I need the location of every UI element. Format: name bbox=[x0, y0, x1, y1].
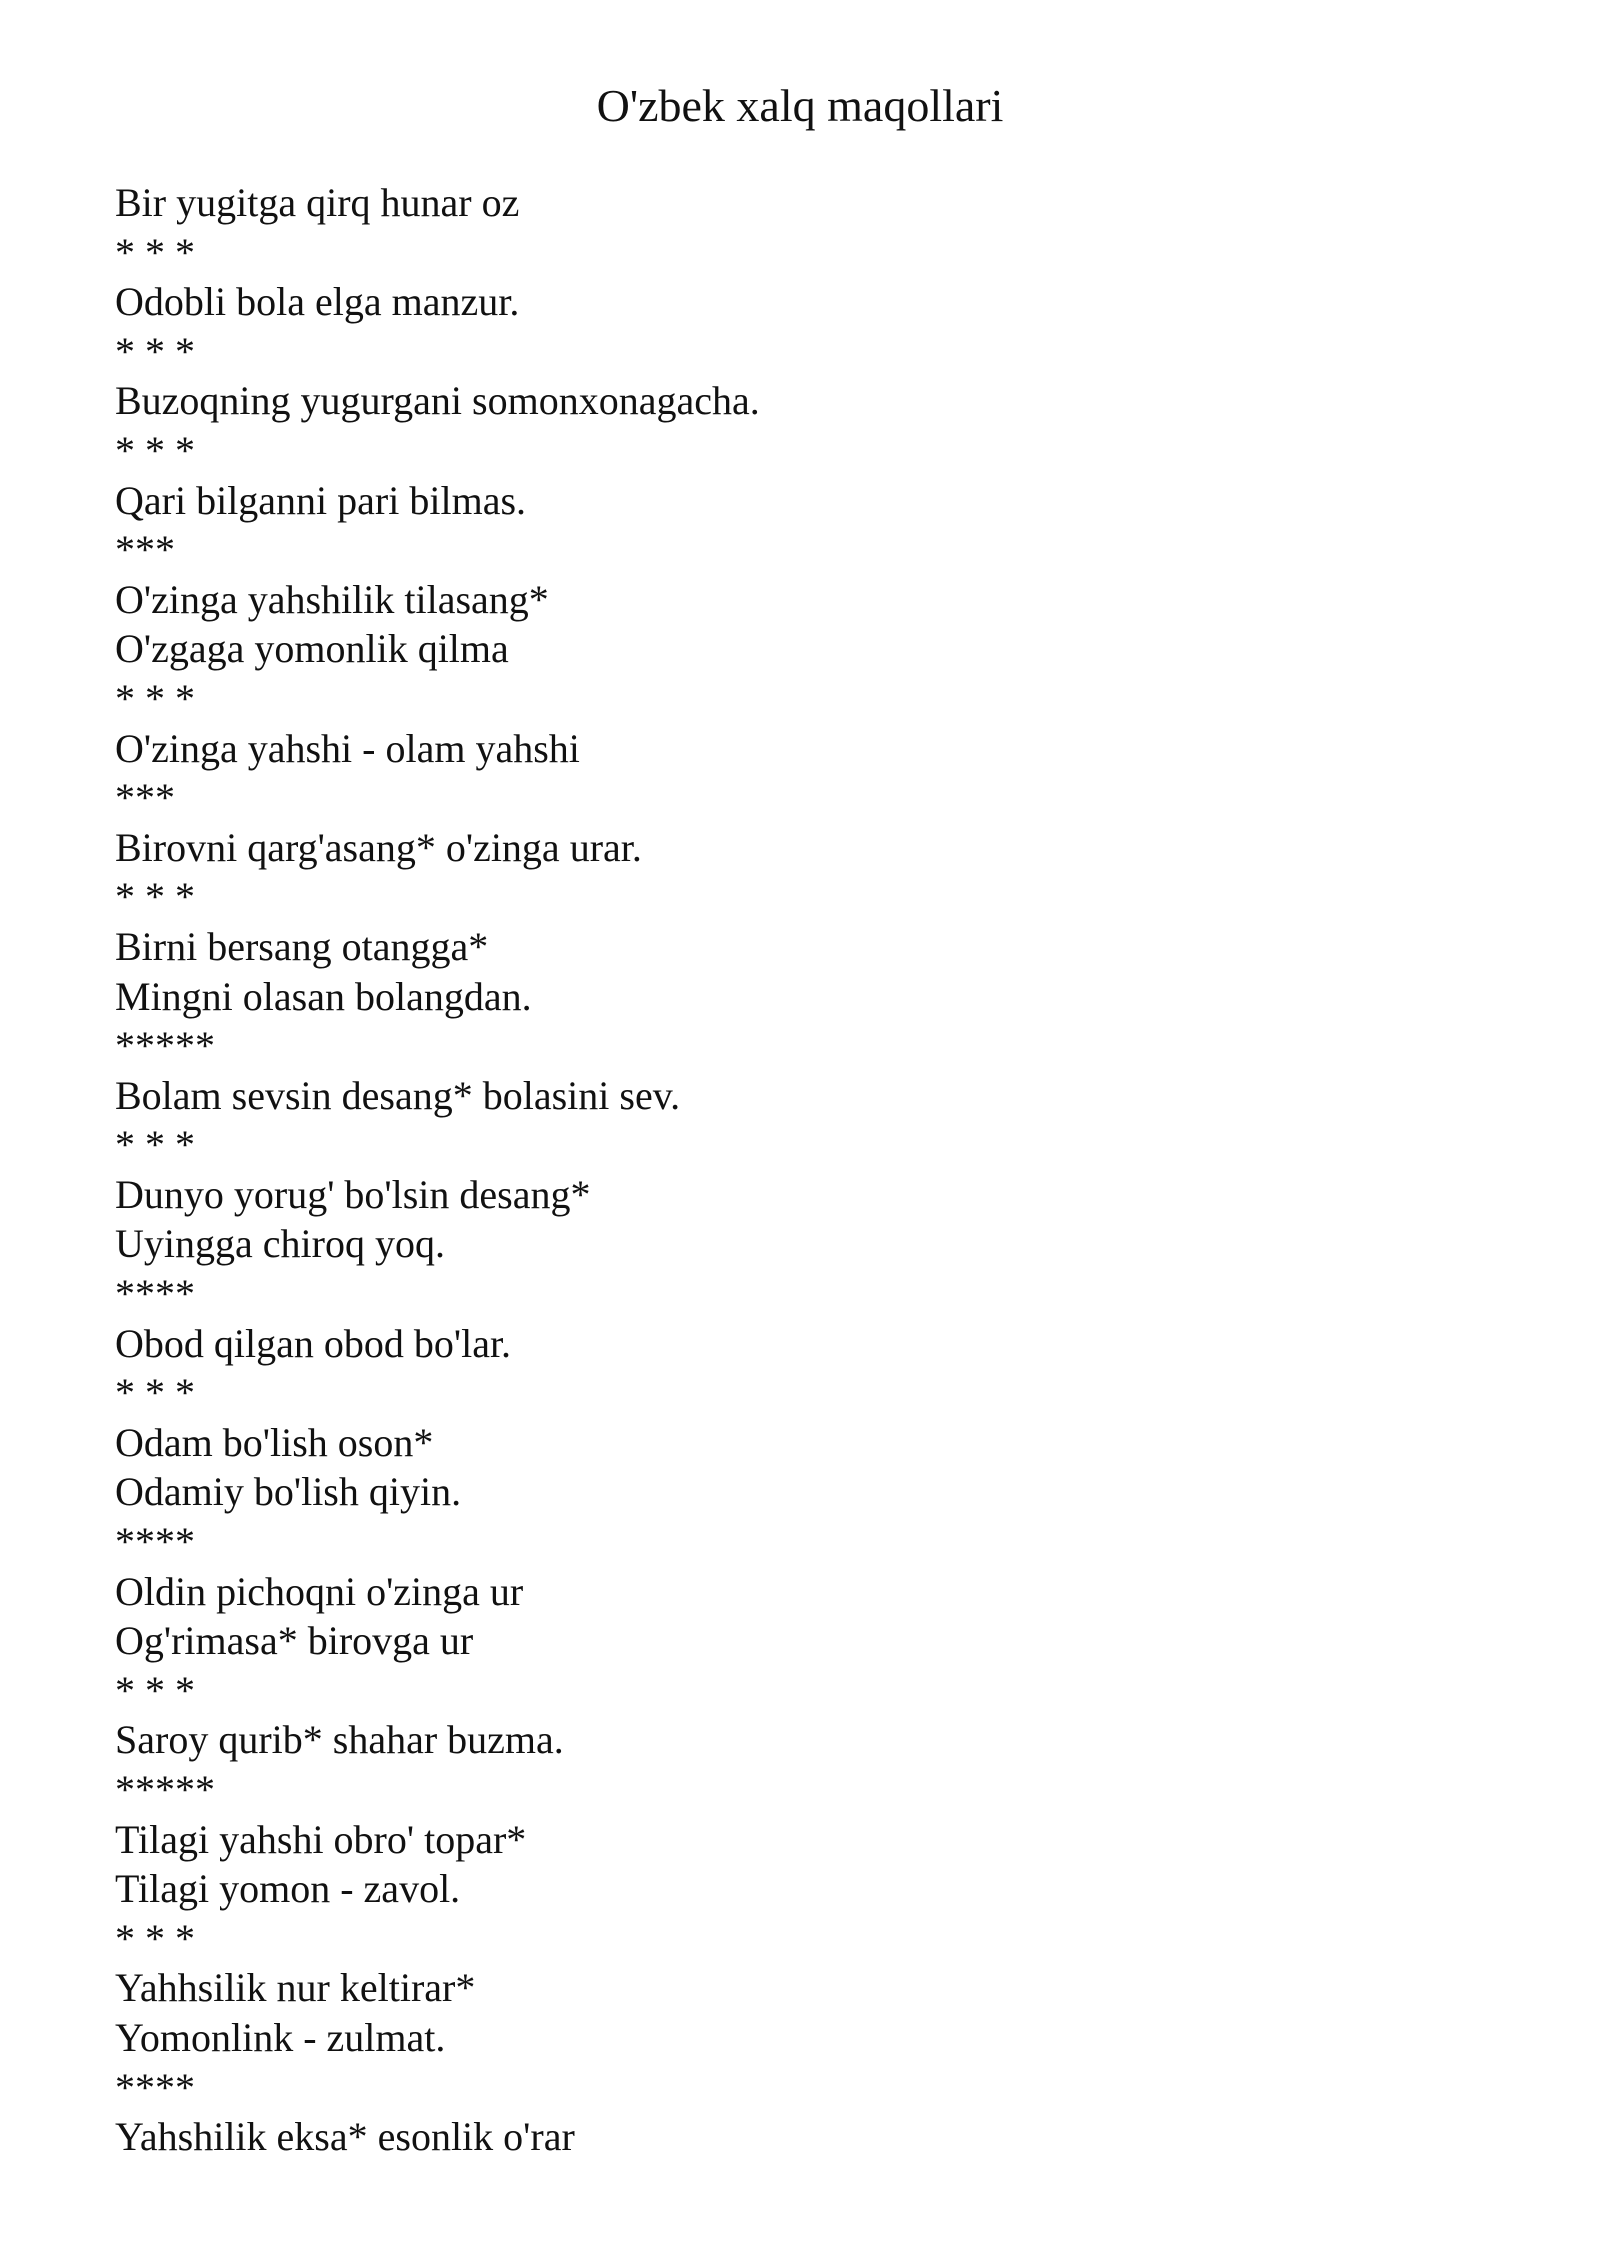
proverb-line: Tilagi yomon - zavol. bbox=[115, 1866, 461, 1912]
separator-line: **** bbox=[115, 1271, 195, 1317]
separator-line: * * * bbox=[115, 1370, 195, 1416]
separator-line: **** bbox=[115, 2064, 195, 2110]
proverb-line: Oldin pichoqni o'zinga ur bbox=[115, 1568, 524, 1614]
separator-line: *** bbox=[115, 527, 175, 573]
proverb-line: Tilagi yahshi obro' topar* bbox=[115, 1816, 527, 1862]
proverb-line: Odobli bola elga manzur. bbox=[115, 279, 520, 325]
proverb-line: Yomonlink - zulmat. bbox=[115, 2014, 446, 2060]
proverb-line: Saroy qurib* shahar buzma. bbox=[115, 1717, 564, 1763]
proverb-line: Mingni olasan bolangdan. bbox=[115, 973, 532, 1019]
proverb-line: Odam bo'lish oson* bbox=[115, 1419, 434, 1465]
separator-line: * * * bbox=[115, 874, 195, 920]
separator-line: * * * bbox=[115, 1915, 195, 1961]
separator-line: * * * bbox=[115, 1667, 195, 1713]
separator-line: * * * bbox=[115, 229, 195, 275]
separator-line: * * * bbox=[115, 427, 195, 473]
separator-line: ***** bbox=[115, 1023, 215, 1069]
proverb-line: O'zinga yahshi - olam yahshi bbox=[115, 725, 580, 771]
proverb-line: Dunyo yorug' bo'lsin desang* bbox=[115, 1171, 591, 1217]
proverb-line: Bolam sevsin desang* bolasini sev. bbox=[115, 1072, 681, 1118]
document-body bbox=[115, 178, 1515, 2162]
proverb-line: Uyingga chiroq yoq. bbox=[115, 1221, 445, 1267]
proverb-line: Birovni qarg'asang* o'zinga urar. bbox=[115, 824, 642, 870]
separator-line: ***** bbox=[115, 1767, 215, 1812]
proverb-line: Obod qilgan obod bo'lar. bbox=[115, 1320, 512, 1366]
proverb-line: Buzoqning yugurgani somonxonagacha. bbox=[115, 378, 760, 424]
separator-line: **** bbox=[115, 1519, 195, 1565]
proverb-line: Qari bilganni pari bilmas. bbox=[115, 477, 527, 523]
page-title: O'zbek xalq maqollari bbox=[596, 80, 1004, 131]
proverb-line: O'zinga yahshilik tilasang* bbox=[115, 576, 549, 622]
proverb-line: Bir yugitga qirq hunar oz bbox=[115, 180, 520, 225]
proverb-line: Yahshilik eksa* esonlik o'rar bbox=[115, 2114, 575, 2160]
separator-line: * * * bbox=[115, 328, 195, 374]
proverb-line: O'zgaga yomonlik qilma bbox=[115, 626, 509, 672]
proverb-line: Birni bersang otangga* bbox=[115, 923, 489, 969]
proverb-line: Og'rimasa* birovga ur bbox=[115, 1618, 474, 1664]
separator-line: * * * bbox=[115, 1122, 195, 1168]
proverb-line: Yahhsilik nur keltirar* bbox=[115, 1965, 476, 2011]
proverb-line: Odamiy bo'lish qiyin. bbox=[115, 1469, 462, 1515]
separator-line: * * * bbox=[115, 675, 195, 721]
separator-line: *** bbox=[115, 775, 175, 821]
